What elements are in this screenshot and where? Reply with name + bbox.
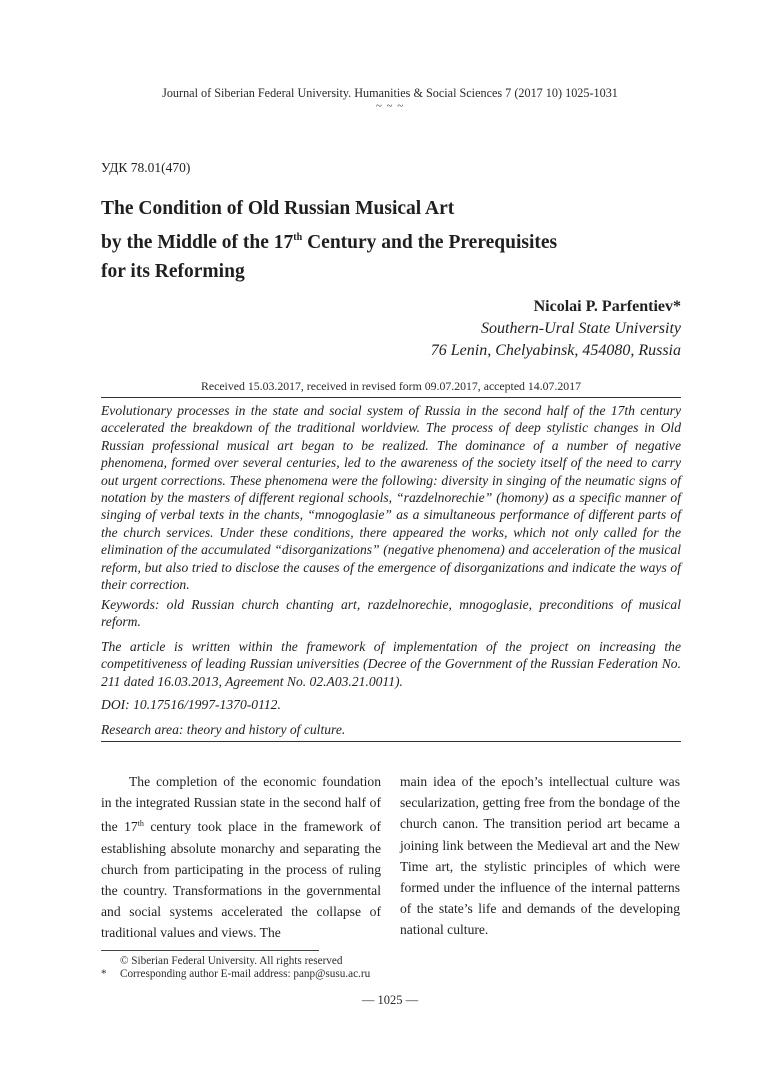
title-line-1: The Condition of Old Russian Musical Art [101, 198, 455, 219]
left-text-end: century took place in the framework of establishing absolute monarchy and separating the church from participating in the process of ruling the country. Transformations in the governmental and social systems accelerated the collapse of traditional values and views. The [101, 819, 381, 941]
abstract-bottom-rule [101, 741, 681, 742]
body-column-left [101, 771, 381, 944]
received-dates: Received 15.03.2017, received in revised form 09.07.2017, accepted 14.07.2017 [200, 379, 581, 393]
abstract-text: Evolutionary processes in the state and social system of Russia in the second half of the 17th century accelerated the breakdown of the traditional worldview. The process of deep stylistic changes in Old Russian professional musical art began to be realized. The dominance of a number of negative phenomena, formed over several centuries, led to the awareness of the society itself of the need to carry out urgent corrections. These phenomena were the following: diversity in singing of the neumatic signs of notation by the masters of different regional schools, “razdelnorechie” (homony) as a specific manner of singing of verbal texts in the chants, “mnogoglasie” as a simultaneous performance of different parts of the church services. Under these conditions, there appeared the works, which not only called for the elimination of the accumulated “disorganizations” (negative phenomena) and acceleration of the musical reform, but also tried to disclose the causes of the emergence of disorganizations and indicate the ways of their correction. [101, 403, 681, 593]
author-name: Nicolai P. Parfentiev* [533, 298, 681, 315]
abstract-top-rule [101, 397, 681, 398]
research-area: Research area: theory and history of culture. [101, 722, 346, 737]
journal-header: Journal of Siberian Federal University. Humanities & Social Sciences 7 (2017 10) 1025-1031 [162, 86, 618, 100]
title-line-2 [101, 223, 661, 257]
copyright-footnote: © Siberian Federal University. All rights reserved [120, 955, 343, 967]
footnote-rule [101, 950, 319, 951]
title-line-2-start: by the Middle of the 17 [101, 232, 294, 253]
title-line-2-end: Century and the Prerequisites [302, 232, 558, 253]
title-superscript: th [293, 232, 303, 243]
left-superscript: th [137, 819, 144, 829]
title-line-3: for its Reforming [101, 261, 245, 282]
left-text-start: The completion of the economic foundation in the integrated Russian state in the second half of the 17 [101, 774, 381, 835]
header-divider: ~ ~ ~ [375, 100, 405, 112]
funding-note: The article is written within the framework of implementation of the project on increasing the competitiveness of leading Russian universities (Decree of the Government of the Russian Federation No. 211 dated 16.03.2013, Agreement No. 02.A03.21.0011). [101, 639, 681, 689]
keywords: Keywords: old Russian church chanting art, razdelnorechie, mnogoglasie, preconditions of musical reform. [101, 597, 681, 630]
udc-code: УДК 78.01(470) [101, 160, 191, 175]
footnote-asterisk: * [101, 968, 107, 980]
author-address: 76 Lenin, Chelyabinsk, 454080, Russia [430, 342, 681, 359]
body-column-right: main idea of the epoch’s intellectual culture was secularization, getting free from the bondage of the church canon. The transition period art became a joining link between the Medieval art and the New Time art, the stylistic principles of which were formed under the influence of the internal patterns of the state’s life and demands of the developing national culture. [400, 774, 680, 938]
author-block [300, 296, 681, 362]
article-title [101, 194, 661, 286]
corresponding-author-footnote: Corresponding author E-mail address: panp@susu.ac.ru [120, 968, 371, 980]
author-affiliation: Southern-Ural State University [481, 320, 681, 337]
page-number: — 1025 — [361, 993, 419, 1007]
doi: DOI: 10.17516/1997-1370-0112. [101, 697, 281, 712]
